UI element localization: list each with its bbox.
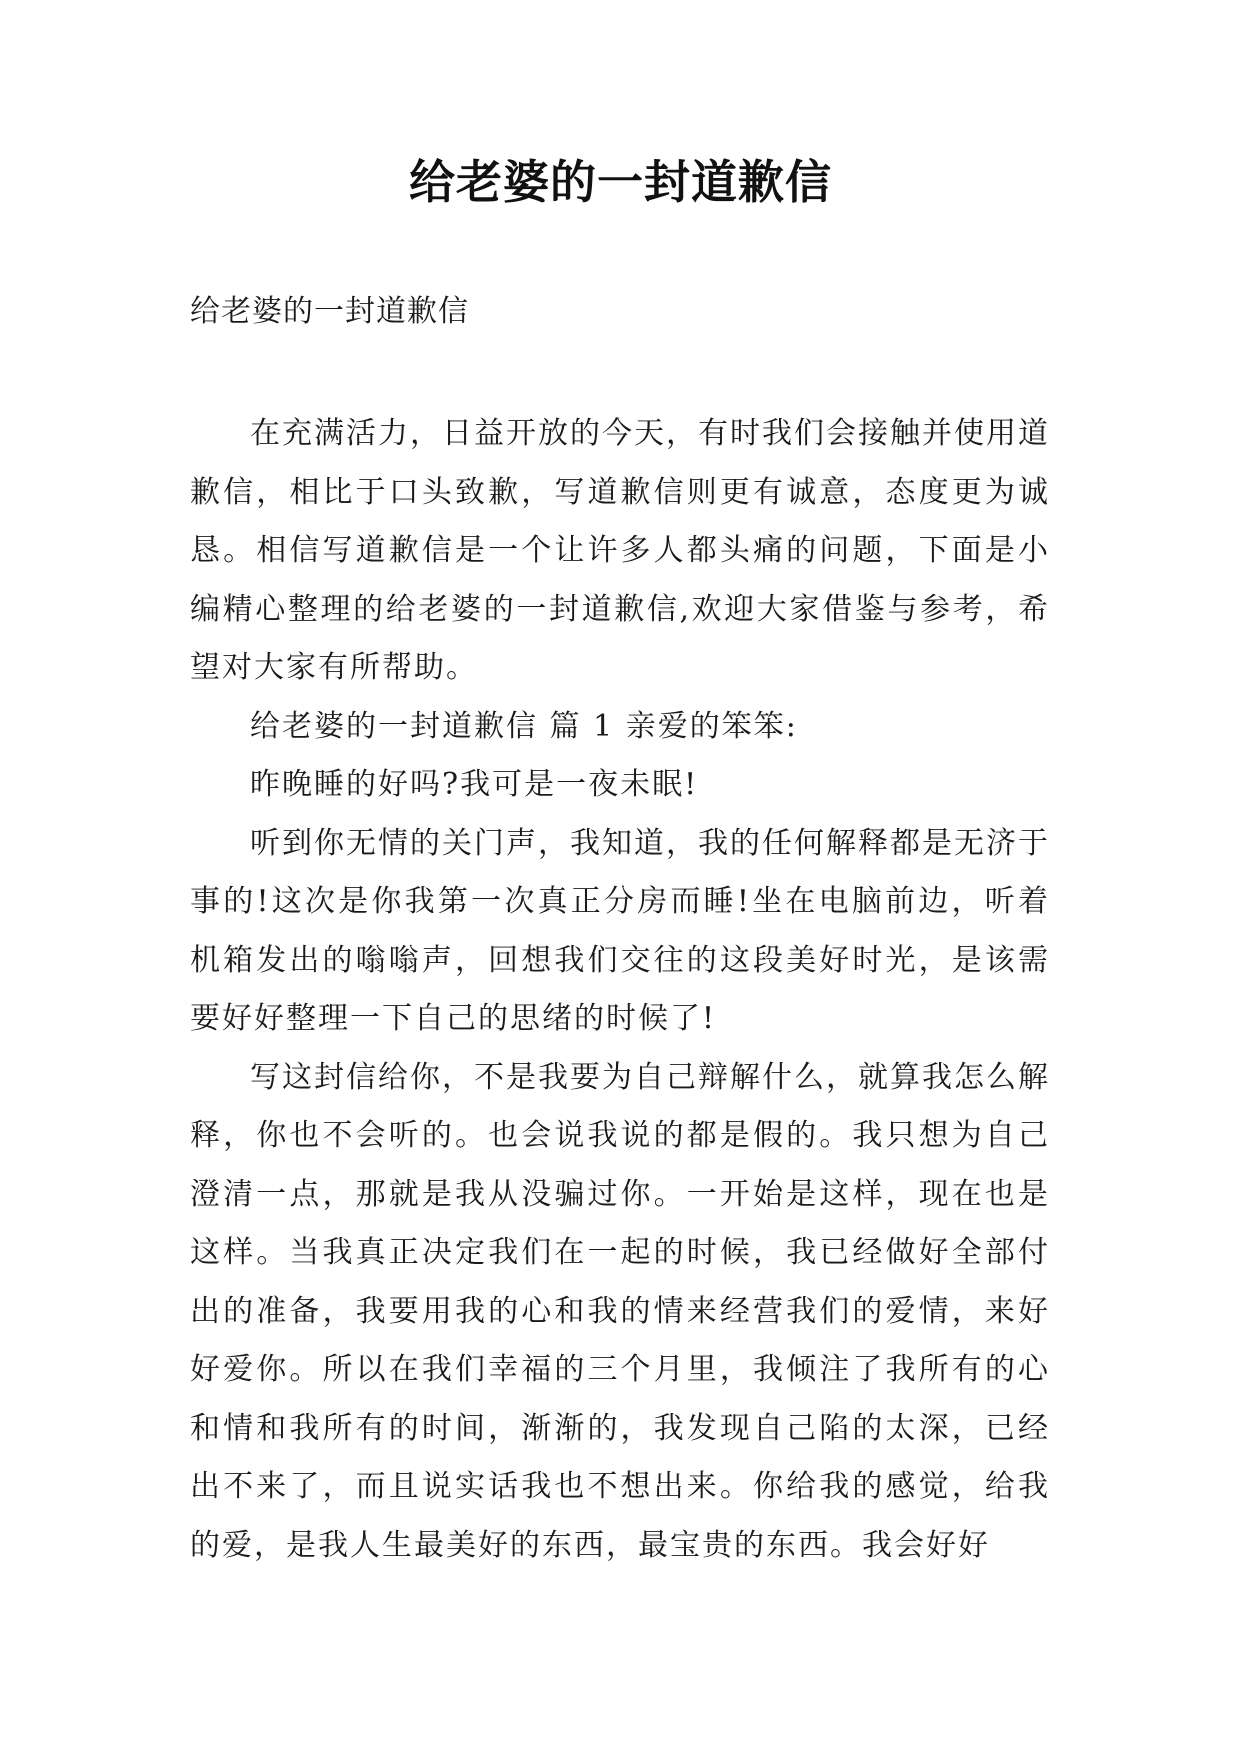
body-paragraph: 给老婆的一封道歉信 篇 1 亲爱的笨笨: [250,708,798,744]
document-body [190,405,1050,1575]
document-subtitle: 给老婆的一封道歉信 [190,294,469,329]
body-paragraph: 写这封信给你，不是我要为自己辩解什么，就算我怎么解释，你也不会听的。也会说我说的都是假的。我只想为自己澄清一点，那就是我从没骗过你。一开始是这样，现在也是这样。当我真正决定我们在一起的时候，我已经做好全部付出的准备，我要用我的心和我的情来经营我们的爱情，来好好爱你。所以在我们幸福的三个月里，我倾注了我所有的心和情和我所有的时间，渐渐的，我发现自己陷的太深，已经出不来了，而且说实话我也不想出来。你给我的感觉，给我的爱，是我人生最美好的东西，最宝贵的东西。我会好好 [190,1059,1050,1563]
document-title: 给老婆的一封道歉信 [409,155,832,209]
body-paragraph: 在充满活力，日益开放的今天，有时我们会接触并使用道歉信，相比于口头致歉，写道歉信则更有诚意，态度更为诚恳。相信写道歉信是一个让许多人都头痛的问题，下面是小编精心整理的给老婆的一封道歉信,欢迎大家借鉴与参考，希望对大家有所帮助。 [190,416,1050,685]
body-paragraph: 听到你无情的关门声，我知道，我的任何解释都是无济于事的!这次是你我第一次真正分房而睡!坐在电脑前边，听着机箱发出的嗡嗡声，回想我们交往的这段美好时光，是该需要好好整理一下自己的思绪的时候了! [190,825,1050,1036]
body-paragraph: 昨晚睡的好吗?我可是一夜未眠! [250,767,699,802]
